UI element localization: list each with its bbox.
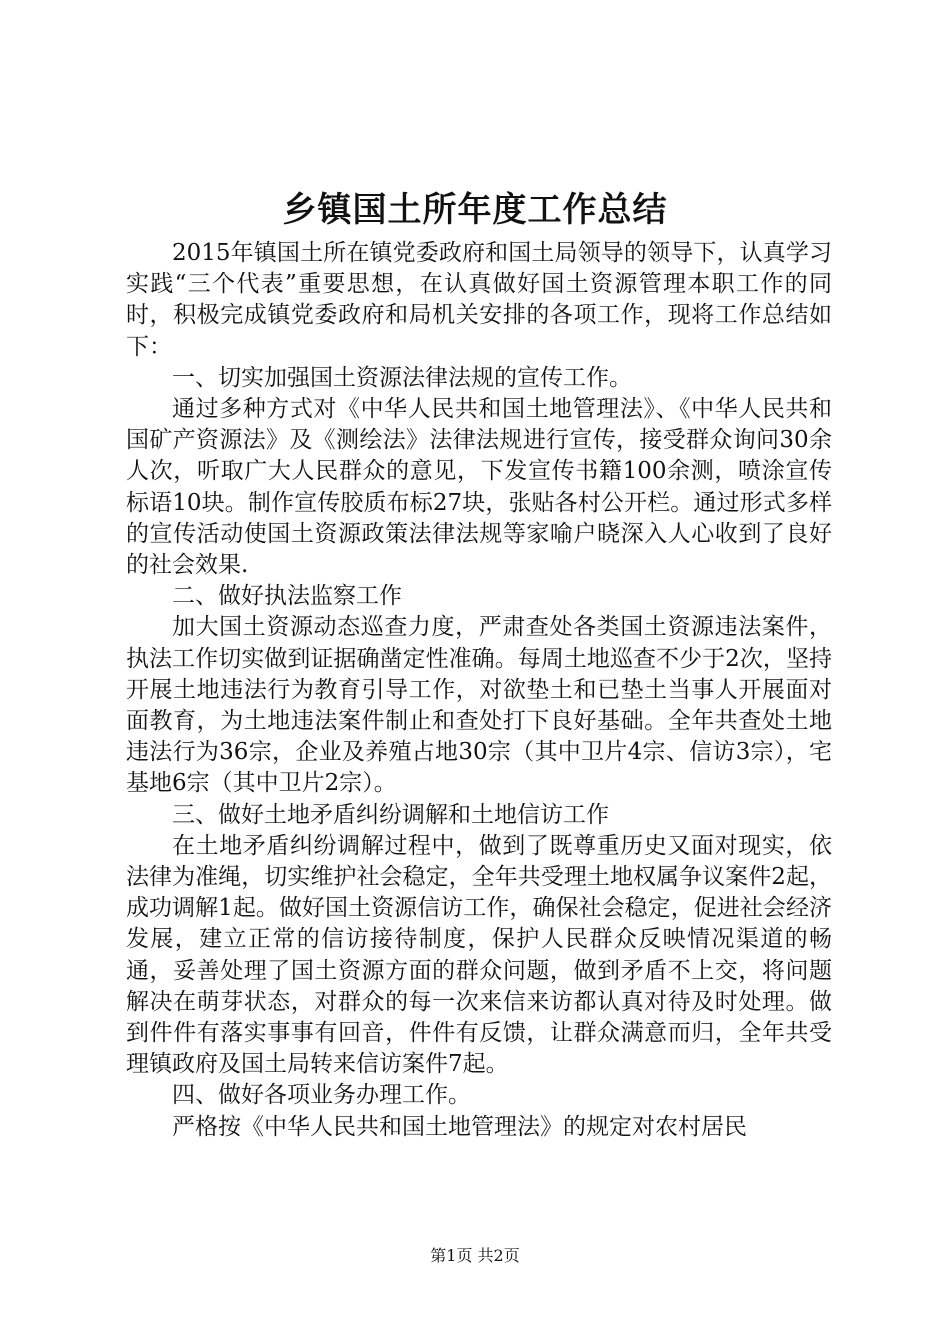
section-heading-1: 一、切实加强国土资源法律法规的宣传工作。 <box>172 364 632 391</box>
paragraph-disputes: 在土地矛盾纠纷调解过程中，做到了既尊重历史又面对现实，依法律为准绳，切实维护社会稳定，全年共受理土地权属争议案件2起，成功调解1起。做好国土资源信访工作，确保社会稳定，促进社会经济发展，建立正常的信访接待制度，保护人民群众反映情况渠道的畅通，妥善处理了国土资源方面的群众问题，做到矛盾不上交，将问题解决在萌芽状态，对群众的每一次来信来访都认真对待及时处理。做到件件有落实事事有回音，件件有反馈，让群众满意而归，全年共受理镇政府及国土局转来信访案件7起。 <box>126 832 832 1078</box>
document-body <box>126 238 832 1143</box>
page-number-footer: 第1页 共2页 <box>430 1246 520 1265</box>
paragraph-publicity: 通过多种方式对《中华人民共和国土地管理法》、《中华人民共和国矿产资源法》及《测绘法》法律法规进行宣传，接受群众询问30余人次，听取广大人民群众的意见，下发宣传书籍100余测，喷涂宣传标语10块。制作宣传胶质布标27块，张贴各村公开栏。通过形式多样的宣传活动使国土资源政策法律法规等家喻户晓深入人心收到了良好的社会效果. <box>126 396 832 579</box>
section-heading-4: 四、做好各项业务办理工作。 <box>172 1082 471 1109</box>
section-heading-3: 三、做好土地矛盾纠纷调解和土地信访工作 <box>172 801 609 828</box>
paragraph-business: 严格按《中华人民共和国土地管理法》的规定对农村居民 <box>172 1113 747 1140</box>
paragraph-enforcement: 加大国土资源动态巡查力度，严肃查处各类国土资源违法案件，执法工作切实做到证据确凿定性准确。每周土地巡查不少于2次，坚持开展土地违法行为教育引导工作，对欲垫土和已垫土当事人开展面对面教育，为土地违法案件制止和查处打下良好基础。全年共查处土地违法行为36宗，企业及养殖占地30宗（其中卫片4宗、信访3宗），宅基地6宗（其中卫片2宗）。 <box>126 614 832 797</box>
section-heading-2: 二、做好执法监察工作 <box>172 583 402 610</box>
document-title: 乡镇国土所年度工作总结 <box>282 190 668 230</box>
paragraph-intro: 2015年镇国土所在镇党委政府和国土局领导的领导下，认真学习实践“三个代表”重要思想，在认真做好国土资源管理本职工作的同时，积极完成镇党委政府和局机关安排的各项工作，现将工作总结如下： <box>126 240 832 360</box>
